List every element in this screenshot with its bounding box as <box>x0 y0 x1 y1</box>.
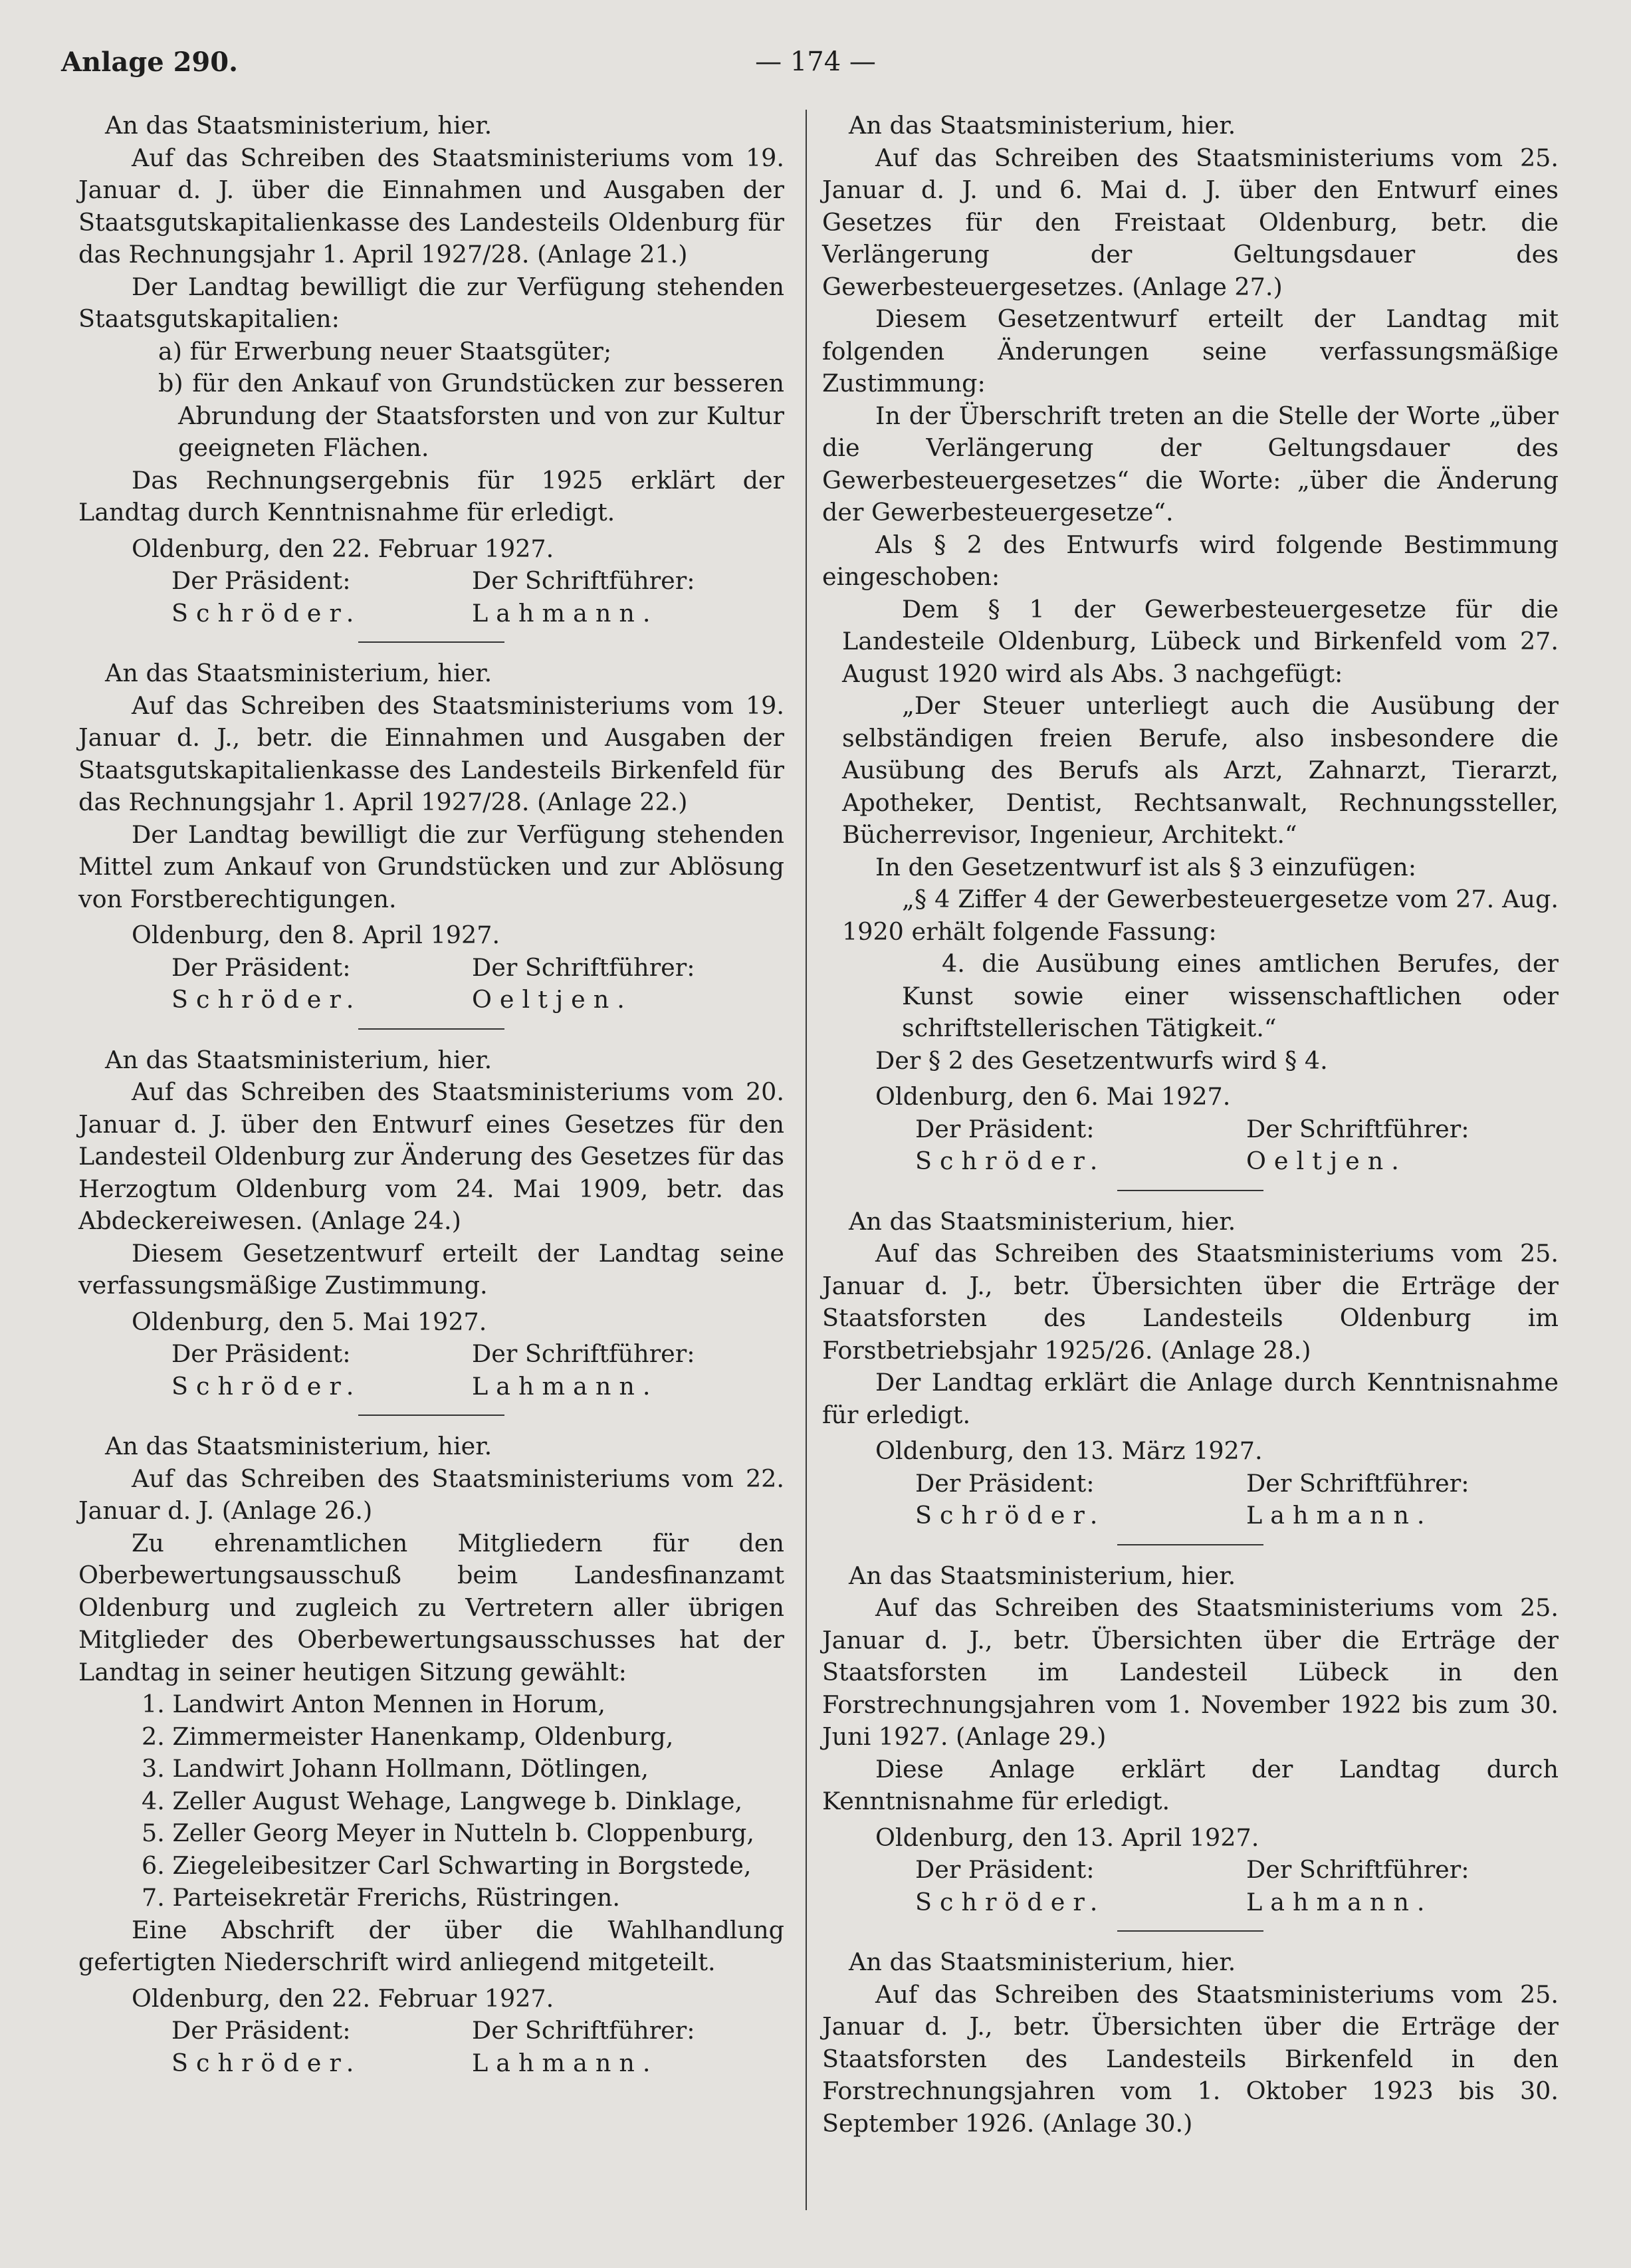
page-header <box>61 47 1570 86</box>
signature-titles <box>822 1468 1559 1500</box>
letter-address: An das Staatsministerium, hier. <box>105 1432 492 1460</box>
secretary-title: Der Schriftführer: <box>472 566 695 595</box>
letter-section <box>78 1430 784 2079</box>
quoted-provision: Dem § 1 der Gewerbesteuergesetze für die Landesteile Oldenburg, Lübeck und Birkenfeld vom 27. August 1920 wird als Abs. 3 nachgefügt: <box>842 594 1559 688</box>
letter-section <box>78 110 784 643</box>
president-name: Schröder. <box>171 985 362 1014</box>
signature-names <box>822 1145 1559 1178</box>
paragraph: Auf das Schreiben des Staatsministeriums vom 25. Januar d. J., betr. Übersichten über die Erträge der Staatsforsten des Landesteils Oldenburg im Forstbetriebsjahr 1925/26. (Anlage 28.) <box>822 1239 1559 1365</box>
paragraph: Das Rechnungsergebnis für 1925 erklärt der Landtag durch Kenntnisnahme für erledigt. <box>78 465 784 526</box>
list-item: 3. Landwirt Johann Hollmann, Dötlingen, <box>142 1754 649 1783</box>
quoted-provision: 4. die Ausübung eines amtlichen Berufes, der Kunst sowie einer wissenschaftlichen oder schriftstellerischen Tätigkeit.“ <box>902 949 1559 1042</box>
letter-address: An das Staatsministerium, hier. <box>105 1045 492 1074</box>
paragraph: Der Landtag bewilligt die zur Verfügung stehenden Staatsgutskapitalien: <box>78 272 784 333</box>
left-column <box>78 110 784 2079</box>
letter-section <box>78 1044 784 1417</box>
paragraph: Zu ehrenamtlichen Mitgliedern für den Oberbewertungsausschuß beim Landesfinanzamt Oldenburg und zugleich zu Vertretern aller übrigen Mitglieder des Oberbewertungsausschusses hat der Landtag in seiner heutigen Sitzung gewählt: <box>78 1528 784 1686</box>
section-separator <box>358 641 504 643</box>
paragraph: Diesem Gesetzentwurf erteilt der Landtag mit folgenden Änderungen seine verfassungsmäßige Zustimmung: <box>822 304 1559 397</box>
signature-titles <box>78 1338 784 1371</box>
president-title: Der Präsident: <box>915 1468 1095 1498</box>
secretary-title: Der Schriftführer: <box>1246 1855 1469 1884</box>
letter-section <box>78 657 784 1030</box>
secretary-title: Der Schriftführer: <box>1246 1114 1469 1143</box>
letter-address: An das Staatsministerium, hier. <box>849 1561 1236 1590</box>
signature-names <box>78 1371 784 1403</box>
column-divider <box>806 110 807 2210</box>
signature-titles <box>822 1113 1559 1146</box>
secretary-name: Lahmann. <box>472 598 659 627</box>
list-item: 4. Zeller August Wehage, Langwege b. Dinklage, <box>142 1786 743 1815</box>
president-name: Schröder. <box>171 2048 362 2077</box>
paragraph: Als § 2 des Entwurfs wird folgende Bestimmung eingeschoben: <box>822 530 1559 591</box>
secretary-name: Oeltjen. <box>1246 1147 1407 1175</box>
president-title: Der Präsident: <box>171 566 351 595</box>
place-date: Oldenburg, den 13. April 1927. <box>875 1823 1259 1852</box>
section-separator <box>1117 1930 1263 1932</box>
secretary-title: Der Schriftführer: <box>472 2016 695 2045</box>
place-date: Oldenburg, den 8. April 1927. <box>132 921 500 949</box>
page-number: — 174 — <box>755 47 876 77</box>
letter-address: An das Staatsministerium, hier. <box>105 111 492 140</box>
letter-address: An das Staatsministerium, hier. <box>849 1206 1236 1236</box>
section-separator <box>358 1415 504 1416</box>
signature-names <box>78 2047 784 2080</box>
signature-names <box>78 984 784 1016</box>
paragraph: Diese Anlage erklärt der Landtag durch Kenntnisnahme für erledigt. <box>822 1754 1559 1815</box>
signature-titles <box>78 565 784 598</box>
letter-address: An das Staatsministerium, hier. <box>105 659 492 687</box>
annex-label: Anlage 290. <box>61 47 238 78</box>
paragraph: Auf das Schreiben des Staatsministeriums vom 22. Januar d. J. (Anlage 26.) <box>78 1464 784 1525</box>
signature-titles <box>78 2015 784 2047</box>
secretary-title: Der Schriftführer: <box>1246 1468 1469 1498</box>
signature-names <box>822 1886 1559 1919</box>
paragraph: Der § 2 des Gesetzentwurfs wird § 4. <box>875 1046 1328 1075</box>
signature-titles <box>822 1854 1559 1886</box>
paragraph: Auf das Schreiben des Staatsministeriums vom 20. Januar d. J. über den Entwurf eines Gesetzes für den Landesteil Oldenburg zur Änderung des Gesetzes für das Herzogtum Oldenburg vom 24. Mai 1909, betr. das Abdeckereiwesen. (Anlage 24.) <box>78 1077 784 1235</box>
letter-section <box>822 1560 1559 1932</box>
president-title: Der Präsident: <box>171 1339 351 1368</box>
paragraph: Auf das Schreiben des Staatsministeriums vom 25. Januar d. J., betr. Übersichten über die Erträge der Staatsforsten im Landesteil Lübeck in den Forstrechnungsjahren vom 1. November 1922 bis zum 30. Juni 1927. (Anlage 29.) <box>822 1593 1559 1751</box>
right-column <box>822 110 1559 2140</box>
letter-section <box>822 1946 1559 2140</box>
secretary-name: Lahmann. <box>472 2048 659 2077</box>
section-separator <box>1117 1544 1263 1545</box>
paragraph: Auf das Schreiben des Staatsministeriums vom 19. Januar d. J. über die Einnahmen und Ausgaben der Staatsgutskapitalienkasse des Landesteils Oldenburg für das Rechnungsjahr 1. April 1927/28. (Anlage 21.) <box>78 143 784 269</box>
place-date: Oldenburg, den 22. Februar 1927. <box>132 534 554 563</box>
list-item: 1. Landwirt Anton Mennen in Horum, <box>142 1690 606 1718</box>
president-title: Der Präsident: <box>915 1855 1095 1884</box>
president-name: Schröder. <box>915 1501 1106 1530</box>
president-name: Schröder. <box>915 1887 1106 1916</box>
section-separator <box>358 1028 504 1030</box>
place-date: Oldenburg, den 22. Februar 1927. <box>132 1984 554 2013</box>
list-item: a) für Erwerbung neuer Staatsgüter; <box>158 336 612 366</box>
letter-address: An das Staatsministerium, hier. <box>849 1948 1236 1976</box>
paragraph: In den Gesetzentwurf ist als § 3 einzufügen: <box>875 852 1417 881</box>
section-separator <box>1117 1190 1263 1191</box>
list-item: 5. Zeller Georg Meyer in Nutteln b. Cloppenburg, <box>142 1819 754 1847</box>
letter-section <box>822 1206 1559 1545</box>
president-name: Schröder. <box>171 598 362 627</box>
place-date: Oldenburg, den 13. März 1927. <box>875 1436 1263 1465</box>
secretary-name: Oeltjen. <box>472 985 633 1014</box>
paragraph: Diesem Gesetzentwurf erteilt der Landtag seine verfassungsmäßige Zustimmung. <box>78 1238 784 1300</box>
secretary-name: Lahmann. <box>1246 1501 1433 1530</box>
president-title: Der Präsident: <box>171 2016 351 2045</box>
secretary-title: Der Schriftführer: <box>472 953 695 982</box>
list-item: 2. Zimmermeister Hanenkamp, Oldenburg, <box>142 1722 674 1751</box>
place-date: Oldenburg, den 6. Mai 1927. <box>875 1082 1231 1111</box>
paragraph: Auf das Schreiben des Staatsministeriums vom 19. Januar d. J., betr. die Einnahmen und Ausgaben der Staatsgutskapitalienkasse des Landesteils Birkenfeld für das Rechnungsjahr 1. April 1927/28. (Anlage 22.) <box>78 691 784 816</box>
quoted-provision: „Der Steuer unterliegt auch die Ausübung der selbständigen freien Berufe, also insbesondere die Ausübung des Berufs als Arzt, Zahnarzt, Tierarzt, Apotheker, Dentist, Rechtsanwalt, Rechnungssteller, Bücherrevisor, Ingenieur, Architekt.“ <box>842 691 1559 849</box>
president-title: Der Präsident: <box>915 1114 1095 1143</box>
president-title: Der Präsident: <box>171 953 351 982</box>
signature-names <box>822 1500 1559 1532</box>
list-item: 7. Parteisekretär Frerichs, Rüstringen. <box>142 1883 620 1912</box>
paragraph: Eine Abschrift der über die Wahlhandlung gefertigten Niederschrift wird anliegend mitgeteilt. <box>78 1915 784 1976</box>
list-item: b) für den Ankauf von Grundstücken zur besseren Abrundung der Staatsforsten und von zur Kultur geeigneten Flächen. <box>158 369 784 462</box>
paragraph: Der Landtag erklärt die Anlage durch Kenntnisnahme für erledigt. <box>822 1368 1559 1429</box>
president-name: Schröder. <box>171 1371 362 1401</box>
paragraph: Auf das Schreiben des Staatsministeriums vom 25. Januar d. J. und 6. Mai d. J. über den Entwurf eines Gesetzes für den Freistaat Oldenburg, betr. die Verlängerung der Geltungsdauer des Gewerbesteuergesetzes. (Anlage 27.) <box>822 143 1559 301</box>
place-date: Oldenburg, den 5. Mai 1927. <box>132 1307 487 1336</box>
secretary-title: Der Schriftführer: <box>472 1339 695 1368</box>
quoted-provision: „§ 4 Ziffer 4 der Gewerbesteuergesetze vom 27. Aug. 1920 erhält folgende Fassung: <box>842 885 1559 946</box>
paragraph: Der Landtag bewilligt die zur Verfügung stehenden Mittel zum Ankauf von Grundstücken und zur Ablösung von Forstberechtigungen. <box>78 820 784 913</box>
secretary-name: Lahmann. <box>472 1371 659 1401</box>
paragraph: Auf das Schreiben des Staatsministeriums vom 25. Januar d. J., betr. Übersichten über die Erträge der Staatsforsten des Landesteils Birkenfeld in den Forstrechnungsjahren vom 1. Oktober 1923 bis 30. September 1926. (Anlage 30.) <box>822 1980 1559 2138</box>
paragraph: In der Überschrift treten an die Stelle der Worte „über die Verlängerung der Geltungsdauer des Gewerbesteuergesetzes“ die Worte: „über die Änderung der Gewerbesteuergesetze“. <box>822 401 1559 526</box>
secretary-name: Lahmann. <box>1246 1887 1433 1916</box>
letter-address: An das Staatsministerium, hier. <box>849 111 1236 140</box>
president-name: Schröder. <box>915 1147 1106 1175</box>
letter-section <box>822 110 1559 1191</box>
signature-titles <box>78 952 784 984</box>
list-item: 6. Ziegeleibesitzer Carl Schwarting in Borgstede, <box>142 1851 752 1880</box>
signature-names <box>78 598 784 630</box>
